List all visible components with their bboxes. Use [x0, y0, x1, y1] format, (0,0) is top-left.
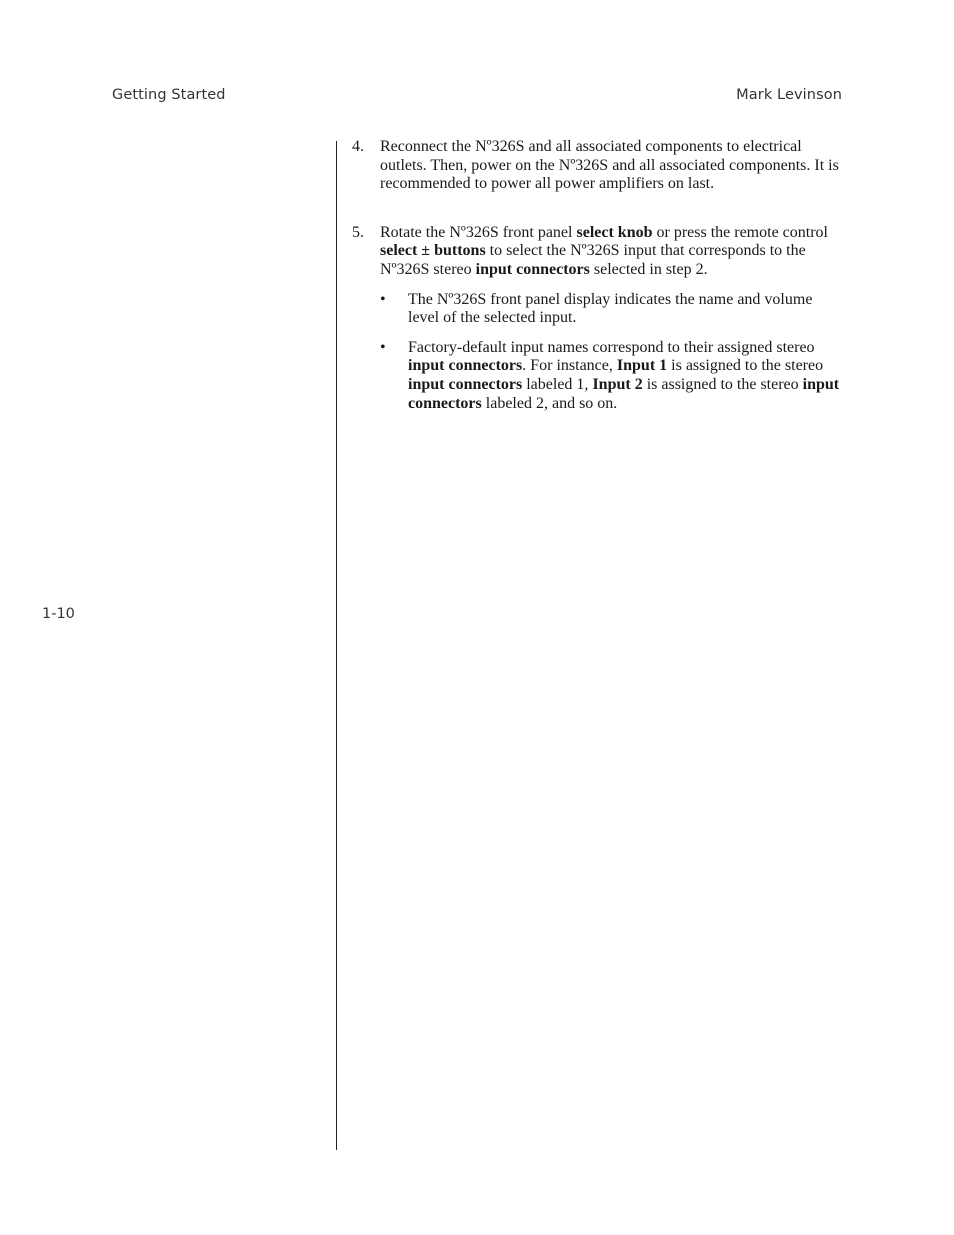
- text-run: Rotate the Nº326S front panel: [380, 223, 577, 241]
- bold-term: input connectors: [408, 375, 840, 412]
- bullet-icon: •: [380, 338, 386, 356]
- step-5: [352, 224, 847, 280]
- bullet-item: [380, 339, 847, 413]
- bold-term: Input 1: [616, 357, 668, 375]
- step-number: 4.: [352, 138, 364, 155]
- text-run: labeled 1,: [522, 375, 593, 393]
- page-number: 1-10: [42, 606, 75, 622]
- column-divider: [336, 141, 337, 1150]
- running-header-section: Getting Started: [112, 87, 226, 103]
- text-run: . For instance,: [522, 357, 617, 375]
- step-number: 5.: [352, 223, 364, 241]
- step-4: [352, 138, 847, 194]
- bold-term: input connectors: [408, 357, 523, 375]
- step-text: [380, 138, 847, 194]
- bullet-text: [408, 291, 847, 328]
- bold-term: select ± buttons: [380, 242, 486, 260]
- step-text: [380, 224, 847, 280]
- bullet-item: [380, 291, 847, 328]
- step-5-bullets: [380, 291, 847, 414]
- text-run: Factory-default input names correspond to their assigned stereo: [408, 338, 815, 356]
- bold-term: Input 2: [592, 375, 643, 393]
- bold-term: select knob: [576, 223, 653, 241]
- bullet-icon: •: [380, 290, 386, 308]
- bold-term: input connectors: [475, 260, 590, 278]
- bold-term: input connectors: [408, 375, 523, 393]
- text-run: is assigned to the stereo: [642, 375, 803, 393]
- text-run: labeled 2, and so on.: [481, 394, 618, 412]
- procedure-body: [352, 138, 847, 424]
- text-run: selected in step 2.: [589, 260, 708, 278]
- bullet-text: [408, 339, 847, 413]
- text-run: or press the remote control: [652, 223, 828, 241]
- text-run: to select the Nº326S input that corresponds to the Nº326S stereo: [380, 242, 806, 278]
- text-run: is assigned to the stereo: [667, 357, 824, 375]
- text-run: Reconnect the Nº326S and all associated components to electrical outlets. Then, power on the Nº326S and all associated components. It is recommended to power all power amplifiers on last.: [380, 138, 839, 193]
- text-run: The Nº326S front panel display indicates the name and volume level of the selected input.: [408, 290, 813, 327]
- running-header-brand: Mark Levinson: [736, 87, 842, 103]
